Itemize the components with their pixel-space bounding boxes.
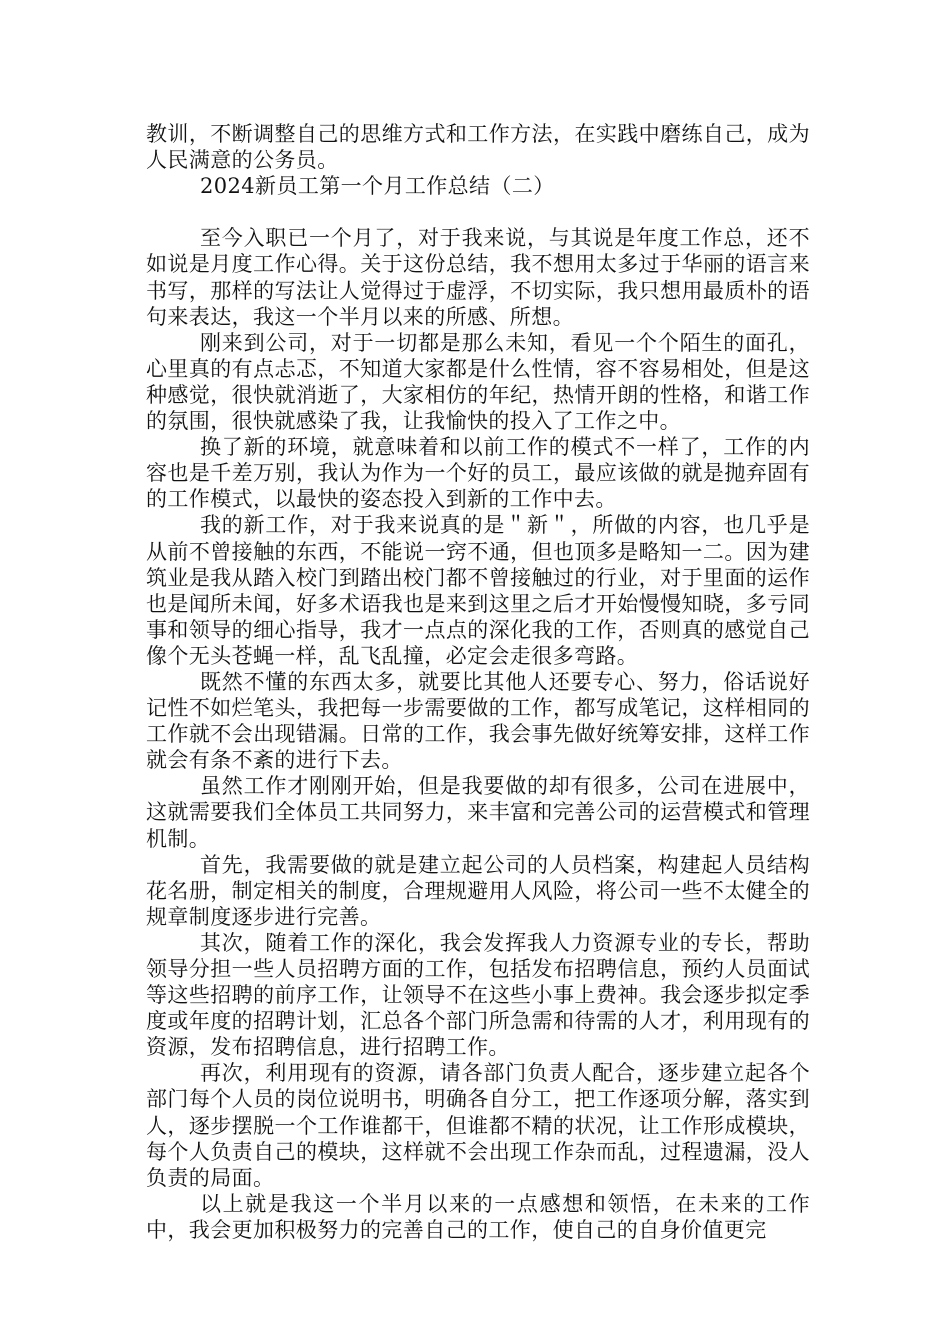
section-title: 2024新员工第一个月工作总结（二） [200, 174, 555, 199]
paragraph: 虽然工作才刚刚开始，但是我要做的却有很多，公司在进展中，这就需要我们全体员工共同努力，来丰富和完善公司的运营模式和管理机制。 [146, 774, 810, 851]
paragraph: 其次，随着工作的深化，我会发挥我人力资源专业的专长，帮助领导分担一些人员招聘方面的工作，包括发布招聘信息，预约人员面试等这些招聘的前序工作，让领导不在这些小事上费神。我会逐步拟定季度或年度的招聘计划，汇总各个部门所急需和待需的人才，利用现有的资源，发布招聘信息，进行招聘工作。 [146, 930, 810, 1060]
paragraph-continued: 教训，不断调整自己的思维方式和工作方法，在实践中磨练自己，成为人民满意的公务员。 [146, 122, 810, 173]
paragraph-truncated: 以上就是我这一个半月以来的一点感想和领悟，在未来的工作中，我会更加积极努力的完善自己的工作，使自己的自身价值更完 [146, 1191, 810, 1242]
paragraph: 我的新工作，对于我来说真的是＂新＂，所做的内容，也几乎是从前不曾接触的东西，不能说一窍不通，但也顶多是略知一二。因为建筑业是我从踏入校门到踏出校门都不曾接触过的行业，对于里面的运作也是闻所未闻，好多术语我也是来到这里之后才开始慢慢知晓，多亏同事和领导的细心指导，我才一点点的深化我的工作，否则真的感觉自己像个无头苍蝇一样，乱飞乱撞，必定会走很多弯路。 [146, 513, 810, 668]
paragraph: 至今入职已一个月了，对于我来说，与其说是年度工作总，还不如说是月度工作心得。关于这份总结，我不想用太多过于华丽的语言来书写，那样的写法让人觉得过于虚浮，不切实际，我只想用最质朴的语句来表达，我这一个半月以来的所感、所想。 [146, 226, 810, 329]
paragraph: 再次，利用现有的资源，请各部门负责人配合，逐步建立起各个部门每个人员的岗位说明书，明确各自分工，把工作逐项分解，落实到人，逐步摆脱一个工作谁都干，但谁都不精的状况，让工作形成模块，每个人负责自己的模块，这样就不会出现工作杂而乱，过程遗漏，没人负责的局面。 [146, 1061, 810, 1190]
document-body [146, 121, 810, 1243]
paragraph: 换了新的环境，就意味着和以前工作的模式不一样了，工作的内容也是千差万别，我认为作为一个好的员工，最应该做的就是抛弃固有的工作模式，以最快的姿态投入到新的工作中去。 [146, 435, 810, 512]
blank-line [146, 199, 810, 225]
paragraph: 刚来到公司，对于一切都是那么未知，看见一个个陌生的面孔，心里真的有点忐忑，不知道大家都是什么性情，容不容易相处，但是这种感觉，很快就消逝了，大家相仿的年纪，热情开朗的性格，和谐工作的氛围，很快就感染了我，让我愉快的投入了工作之中。 [146, 330, 810, 434]
paragraph: 既然不懂的东西太多，就要比其他人还要专心、努力，俗话说好记性不如烂笔头，我把每一步需要做的工作，都写成笔记，这样相同的工作就不会出现错漏。日常的工作，我会事先做好统筹安排，这样工作就会有条不紊的进行下去。 [146, 669, 810, 773]
paragraph: 首先，我需要做的就是建立起公司的人员档案，构建起人员结构花名册，制定相关的制度，合理规避用人风险，将公司一些不太健全的规章制度逐步进行完善。 [146, 852, 810, 929]
